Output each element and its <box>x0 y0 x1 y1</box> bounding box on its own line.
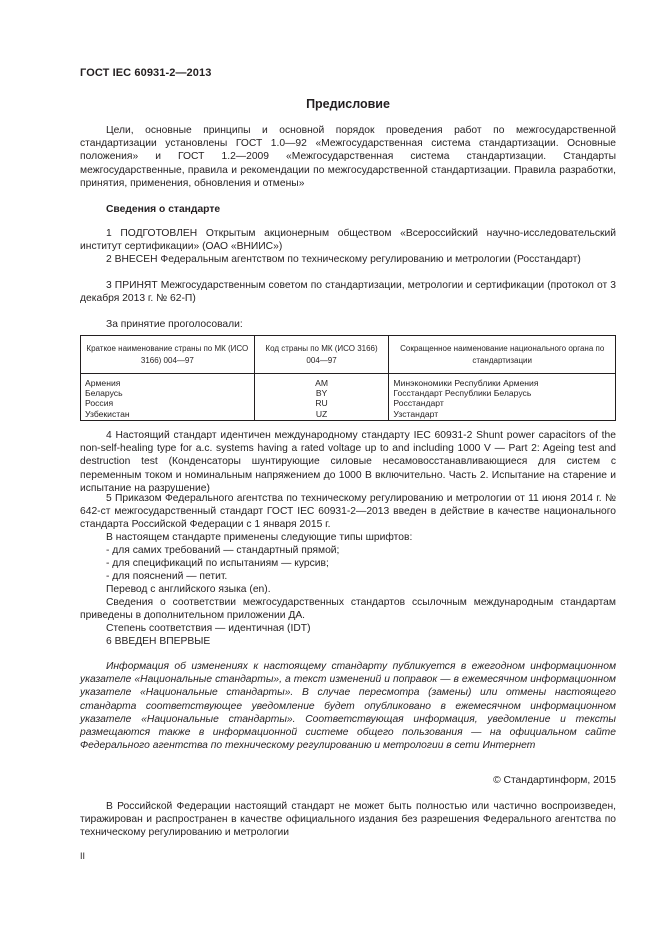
header-body: Сокращенное наименование национального органа по стандартизации <box>389 336 616 374</box>
table-row <box>81 388 616 398</box>
cell-body: Минэкономики Республики Армения <box>389 374 616 389</box>
document-header: ГОСТ IEC 60931-2—2013 <box>80 67 212 79</box>
fonts-list-item: - для самих требований — стандартный прямой; <box>106 545 340 556</box>
correspondence-note: Сведения о соответствии межгосударственных стандартов ссылочным международным стандартам приведены в дополнительном приложении ДА. <box>80 597 616 622</box>
cell-country: Узбекистан <box>81 409 255 421</box>
rights-paragraph: В Российской Федерации настоящий стандарт не может быть полностью или частично воспроизведен, тиражирован и распространен в качестве официального издания без разрешения Федерального агентства по техническому регулированию и метрологии <box>80 801 616 839</box>
header-code: Код страны по МК (ИСО 3166) 004—97 <box>254 336 389 374</box>
item-1: 1 ПОДГОТОВЛЕН Открытым акционерным обществом «Всероссийский научно-исследовательский институт сертификации» (ОАО «ВНИИС») <box>80 228 616 253</box>
table-row <box>81 398 616 408</box>
cell-body: Госстандарт Республики Беларусь <box>389 388 616 398</box>
degree-note: Степень соответствия — идентичная (IDT) <box>106 623 311 634</box>
item-2: 2 ВНЕСЕН Федеральным агентством по техническому регулированию и метрологии (Росстандарт) <box>106 254 581 265</box>
table-header-row <box>81 336 616 374</box>
intro-paragraph: Цели, основные принципы и основной порядок проведения работ по межгосударственной стандартизации установлены ГОСТ 1.0—92 «Межгосударственная система стандартизации. Основные положения» и ГОСТ 1.2—2009 «Межгосударственная система стандартизации. Стандарты межгосударственные, правила и рекомендации по межгосударственной стандартизации. Правила разработки, принятия, применения, обновления и отмены» <box>80 125 616 189</box>
cell-code: BY <box>254 388 389 398</box>
votes-table <box>80 335 616 421</box>
table-row <box>81 409 616 421</box>
fonts-list-item: - для спецификаций по испытаниям — курсив; <box>106 558 329 570</box>
section-heading: Сведения о стандарте <box>106 204 221 215</box>
table-row <box>81 374 616 389</box>
page-title: Предисловие <box>306 97 390 111</box>
item-4: 4 Настоящий стандарт идентичен международному стандарту IEC 60931-2 Shunt power capacitors of the non-self-healing type for a.c. systems having a rated voltage up to and including 1000 V — Part 2: Ageing test and destruction test (Конденсаторы шунтирующие силовые несамовосстанавливающиеся для систем с переменным током и номинальным напряжением до 1000 В включительно. Часть 2. Испытание на старение и испытание на разрушение) <box>80 430 616 494</box>
translation-note: Перевод с английского языка (en). <box>106 584 271 595</box>
fonts-list-item: - для пояснений — петит. <box>106 571 228 583</box>
cell-code: AM <box>254 374 389 389</box>
info-paragraph: Информация об изменениях к настоящему стандарту публикуется в ежегодном информационном указателе «Национальные стандарты», а текст изменений и поправок — в ежемесячном информационном указателе «Национальные стандарты». В случае пересмотра (замены) или отмены настоящего стандарта соответствующее уведомление будет опубликовано в ежемесячном информационном указателе «Национальные стандарты». Соответствующая информация, уведомление и тексты размещаются также в информационной системе общего пользования — на официальном сайте Федерального агентства по техническому регулированию и метрологии в сети Интернет <box>80 661 616 752</box>
cell-code: RU <box>254 398 389 408</box>
cell-country: Армения <box>81 374 255 389</box>
votes-table-wrapper <box>80 335 616 421</box>
cell-country: Россия <box>81 398 255 408</box>
cell-body: Росстандарт <box>389 398 616 408</box>
page-number: II <box>80 851 86 861</box>
cell-body: Узстандарт <box>389 409 616 421</box>
copyright: © Стандартинформ, 2015 <box>493 775 616 786</box>
item-5: 5 Приказом Федерального агентства по техническому регулированию и метрологии от 11 июня 2014 г. № 642-ст межгосударственный стандарт ГОСТ IEC 60931-2—2013 введен в действие в качестве национального стандарта Российской Федерации с 1 января 2015 г. <box>80 493 616 531</box>
item-6: 6 ВВЕДЕН ВПЕРВЫЕ <box>106 636 211 647</box>
cell-code: UZ <box>254 409 389 421</box>
fonts-list <box>80 544 616 584</box>
fonts-intro: В настоящем стандарте применены следующие типы шрифтов: <box>106 532 413 543</box>
item-3: 3 ПРИНЯТ Межгосударственным советом по стандартизации, метрологии и сертификации (протокол от 3 декабря 2013 г. № 62-П) <box>80 280 616 305</box>
header-country: Краткое наименование страны по МК (ИСО 3166) 004—97 <box>81 336 255 374</box>
cell-country: Беларусь <box>81 388 255 398</box>
votes-intro: За принятие проголосовали: <box>106 319 243 330</box>
